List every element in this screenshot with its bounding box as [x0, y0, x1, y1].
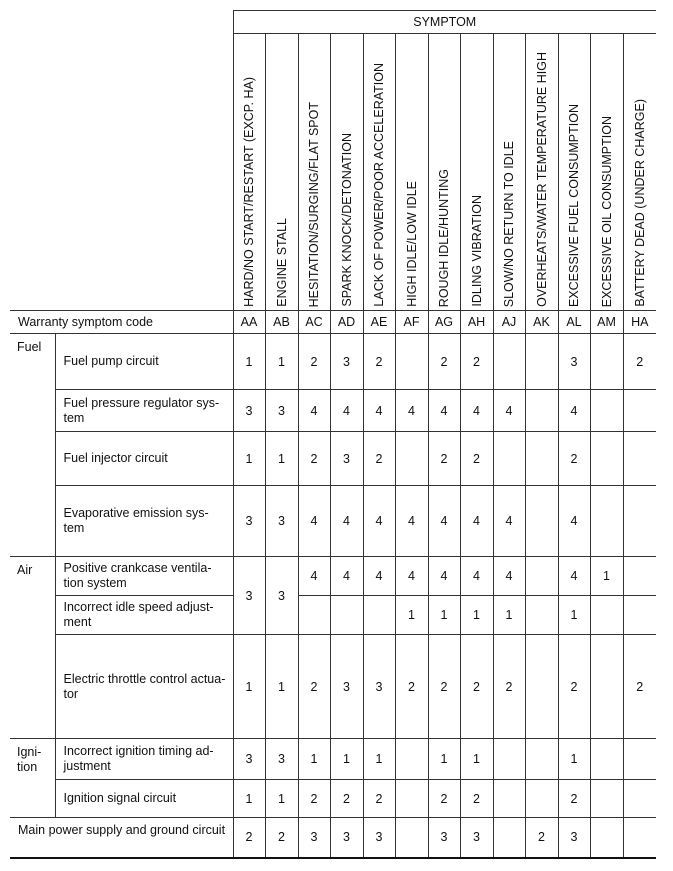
value-cell-af — [395, 780, 428, 818]
value-cell-ah: 4 — [460, 557, 493, 596]
value-cell-ah: 3 — [460, 818, 493, 858]
item-label: Fuel pump circuit — [55, 334, 233, 390]
symptom-label: HARD/NO START/RESTART (EXCP. HA) — [242, 77, 256, 307]
item-label: Positive crankcase ventila- tion system — [55, 557, 233, 596]
value-cell-ha — [623, 596, 656, 635]
value-cell-al: 4 — [558, 390, 590, 432]
value-cell-aj — [493, 739, 525, 780]
value-cell-ad: 4 — [330, 486, 363, 557]
code-ab: AB — [265, 311, 298, 334]
value-cell-am — [590, 486, 623, 557]
symptom-label: HESITATION/SURGING/FLAT SPOT — [307, 101, 321, 307]
value-cell-al: 2 — [558, 432, 590, 486]
value-cell-ha — [623, 486, 656, 557]
value-cell-ak — [525, 557, 558, 596]
merged-value-aa: 3 — [233, 557, 265, 635]
value-cell-ak — [525, 432, 558, 486]
code-al: AL — [558, 311, 590, 334]
value-cell-ac: 3 — [298, 818, 330, 858]
symptom-label: ROUGH IDLE/HUNTING — [437, 168, 451, 307]
value-cell-aa: 1 — [233, 635, 265, 739]
value-cell-ab: 2 — [265, 818, 298, 858]
symptom-label: HIGH IDLE/LOW IDLE — [404, 181, 419, 307]
value-cell-ag: 4 — [428, 390, 460, 432]
value-cell-ae: 3 — [363, 818, 395, 858]
value-cell-aa: 1 — [233, 334, 265, 390]
value-cell-al: 2 — [558, 780, 590, 818]
value-cell-ak — [525, 334, 558, 390]
value-cell-ah: 2 — [460, 780, 493, 818]
value-cell-ac: 1 — [298, 739, 330, 780]
value-cell-ac: 4 — [298, 390, 330, 432]
value-cell-ha: 2 — [623, 334, 656, 390]
category-fuel: Fuel — [10, 334, 55, 557]
code-ag: AG — [428, 311, 460, 334]
code-am: AM — [590, 311, 623, 334]
code-aj: AJ — [493, 311, 525, 334]
value-cell-aj: 2 — [493, 635, 525, 739]
value-cell-aj: 4 — [493, 486, 525, 557]
table-row — [10, 432, 656, 486]
symptom-label: IDLING VIBRATION — [469, 195, 484, 307]
value-cell-aa: 2 — [233, 818, 265, 858]
value-cell-ak — [525, 780, 558, 818]
item-label: Fuel pressure regulator sys- tem — [55, 390, 233, 432]
symptom-header-ad — [330, 34, 363, 311]
value-cell-ah: 1 — [460, 596, 493, 635]
value-cell-ak — [525, 486, 558, 557]
value-cell-ag: 1 — [428, 596, 460, 635]
value-cell-ak — [525, 390, 558, 432]
value-cell-ak — [525, 596, 558, 635]
code-ac: AC — [298, 311, 330, 334]
value-cell-ah: 2 — [460, 432, 493, 486]
value-cell-ad: 4 — [330, 557, 363, 596]
value-cell-am — [590, 635, 623, 739]
value-cell-ac: 4 — [298, 557, 330, 596]
value-cell-ab: 1 — [265, 334, 298, 390]
value-cell-ah: 1 — [460, 739, 493, 780]
value-cell-ag: 4 — [428, 486, 460, 557]
value-cell-aj — [493, 818, 525, 858]
value-cell-ab: 3 — [265, 390, 298, 432]
value-cell-ad: 2 — [330, 780, 363, 818]
value-cell-al: 1 — [558, 739, 590, 780]
value-cell-ag: 2 — [428, 432, 460, 486]
value-cell-ha — [623, 432, 656, 486]
value-cell-am — [590, 596, 623, 635]
symptom-label: BATTERY DEAD (UNDER CHARGE) — [632, 99, 647, 307]
table-row — [10, 334, 656, 390]
value-cell-ae: 3 — [363, 635, 395, 739]
value-cell-ha: 2 — [623, 635, 656, 739]
value-cell-ae: 2 — [363, 432, 395, 486]
value-cell-am — [590, 390, 623, 432]
value-cell-ae: 1 — [363, 739, 395, 780]
value-cell-al: 4 — [558, 486, 590, 557]
value-cell-af: 4 — [395, 390, 428, 432]
table-row — [10, 596, 656, 635]
value-cell-ag: 3 — [428, 818, 460, 858]
value-cell-am — [590, 780, 623, 818]
value-cell-ag: 2 — [428, 780, 460, 818]
item-label: Incorrect idle speed adjust- ment — [55, 596, 233, 635]
category-ignition: Igni- tion — [10, 739, 55, 818]
warranty-label: Warranty symptom code — [10, 311, 233, 334]
table-row — [10, 739, 656, 780]
value-cell-al: 4 — [558, 557, 590, 596]
value-cell-ab: 1 — [265, 635, 298, 739]
value-cell-ad: 3 — [330, 635, 363, 739]
value-cell-ad: 3 — [330, 818, 363, 858]
value-cell-aa: 1 — [233, 780, 265, 818]
symptom-label: ENGINE STALL — [274, 218, 289, 307]
value-cell-af — [395, 818, 428, 858]
category-main-power: Main power supply and ground circuit — [10, 818, 233, 858]
value-cell-ah: 2 — [460, 334, 493, 390]
value-cell-aa: 3 — [233, 390, 265, 432]
item-label: Incorrect ignition timing ad- justment — [55, 739, 233, 780]
symptom-matrix-table — [10, 10, 656, 859]
value-cell-ag: 2 — [428, 635, 460, 739]
symptom-label: SLOW/NO RETURN TO IDLE — [502, 140, 516, 307]
value-cell-ad: 1 — [330, 739, 363, 780]
value-cell-ae: 4 — [363, 486, 395, 557]
value-cell-af: 4 — [395, 486, 428, 557]
value-cell-af — [395, 432, 428, 486]
value-cell-ha — [623, 739, 656, 780]
value-cell-ab: 3 — [265, 739, 298, 780]
value-cell-ae: 2 — [363, 780, 395, 818]
value-cell-ag: 2 — [428, 334, 460, 390]
value-cell-af: 1 — [395, 596, 428, 635]
value-cell-ab: 3 — [265, 486, 298, 557]
symptom-header: SYMPTOM — [233, 11, 656, 34]
code-ha: HA — [623, 311, 656, 334]
corner-blank — [10, 11, 233, 311]
symptom-header-al — [558, 34, 590, 311]
value-cell-ak — [525, 635, 558, 739]
value-cell-ag: 1 — [428, 739, 460, 780]
value-cell-ad: 4 — [330, 390, 363, 432]
value-cell-aj — [493, 432, 525, 486]
value-cell-aa: 3 — [233, 486, 265, 557]
value-cell-af — [395, 739, 428, 780]
value-cell-ac: 2 — [298, 432, 330, 486]
symptom-header-ak — [525, 34, 558, 311]
value-cell-af: 4 — [395, 557, 428, 596]
symptom-header-ae — [363, 34, 395, 311]
value-cell-al: 3 — [558, 818, 590, 858]
value-cell-aj: 4 — [493, 557, 525, 596]
value-cell-ak — [525, 739, 558, 780]
item-label: Electric throttle control actua- tor — [55, 635, 233, 739]
symptom-header-ab — [265, 34, 298, 311]
value-cell-aj — [493, 780, 525, 818]
value-cell-ha — [623, 557, 656, 596]
table-row — [10, 557, 656, 596]
value-cell-ha — [623, 390, 656, 432]
value-cell-am — [590, 334, 623, 390]
value-cell-ae: 2 — [363, 334, 395, 390]
symptom-header-ah — [460, 34, 493, 311]
symptom-header-aj — [493, 34, 525, 311]
value-cell-al: 3 — [558, 334, 590, 390]
table-row — [10, 818, 656, 858]
category-air: Air — [10, 557, 55, 739]
value-cell-ah: 4 — [460, 390, 493, 432]
value-cell-ab: 1 — [265, 432, 298, 486]
value-cell-ac: 4 — [298, 486, 330, 557]
symptom-label: EXCESSIVE OIL CONSUMPTION — [599, 115, 614, 307]
symptom-header-ha — [623, 34, 656, 311]
value-cell-am — [590, 739, 623, 780]
table-row — [10, 486, 656, 557]
value-cell-ac — [298, 596, 330, 635]
value-cell-ag: 4 — [428, 557, 460, 596]
symptom-header-am — [590, 34, 623, 311]
value-cell-aj: 1 — [493, 596, 525, 635]
value-cell-ae: 4 — [363, 390, 395, 432]
table-row — [10, 390, 656, 432]
value-cell-al: 2 — [558, 635, 590, 739]
value-cell-ad: 3 — [330, 432, 363, 486]
value-cell-ac: 2 — [298, 780, 330, 818]
table-row — [10, 780, 656, 818]
value-cell-ah: 2 — [460, 635, 493, 739]
code-ae: AE — [363, 311, 395, 334]
code-af: AF — [395, 311, 428, 334]
value-cell-ah: 4 — [460, 486, 493, 557]
warranty-code-row — [10, 311, 656, 334]
value-cell-ad — [330, 596, 363, 635]
value-cell-ac: 2 — [298, 635, 330, 739]
symptom-label: OVERHEATS/WATER TEMPERATURE HIGH — [534, 52, 549, 307]
value-cell-am — [590, 432, 623, 486]
symptom-label: LACK OF POWER/POOR ACCELERATION — [372, 63, 386, 307]
value-cell-aj — [493, 334, 525, 390]
value-cell-al: 1 — [558, 596, 590, 635]
symptom-label: EXCESSIVE FUEL CONSUMPTION — [567, 103, 581, 307]
symptom-label: SPARK KNOCK/DETONATION — [339, 133, 354, 307]
value-cell-ae — [363, 596, 395, 635]
symptom-header-aa — [233, 34, 265, 311]
value-cell-ad: 3 — [330, 334, 363, 390]
code-ad: AD — [330, 311, 363, 334]
item-label: Ignition signal circuit — [55, 780, 233, 818]
symptom-header-ac — [298, 34, 330, 311]
value-cell-ae: 4 — [363, 557, 395, 596]
item-label: Evaporative emission sys- tem — [55, 486, 233, 557]
value-cell-ha — [623, 780, 656, 818]
value-cell-am: 1 — [590, 557, 623, 596]
value-cell-af: 2 — [395, 635, 428, 739]
item-label: Fuel injector circuit — [55, 432, 233, 486]
table-row — [10, 635, 656, 739]
value-cell-af — [395, 334, 428, 390]
value-cell-aj: 4 — [493, 390, 525, 432]
merged-value-ab: 3 — [265, 557, 298, 635]
value-cell-ha — [623, 818, 656, 858]
symptom-header-ag — [428, 34, 460, 311]
value-cell-aa: 1 — [233, 432, 265, 486]
value-cell-ak: 2 — [525, 818, 558, 858]
value-cell-am — [590, 818, 623, 858]
symptom-header-af — [395, 34, 428, 311]
code-ak: AK — [525, 311, 558, 334]
value-cell-aa: 3 — [233, 739, 265, 780]
code-ah: AH — [460, 311, 493, 334]
value-cell-ab: 1 — [265, 780, 298, 818]
code-aa: AA — [233, 311, 265, 334]
value-cell-ac: 2 — [298, 334, 330, 390]
